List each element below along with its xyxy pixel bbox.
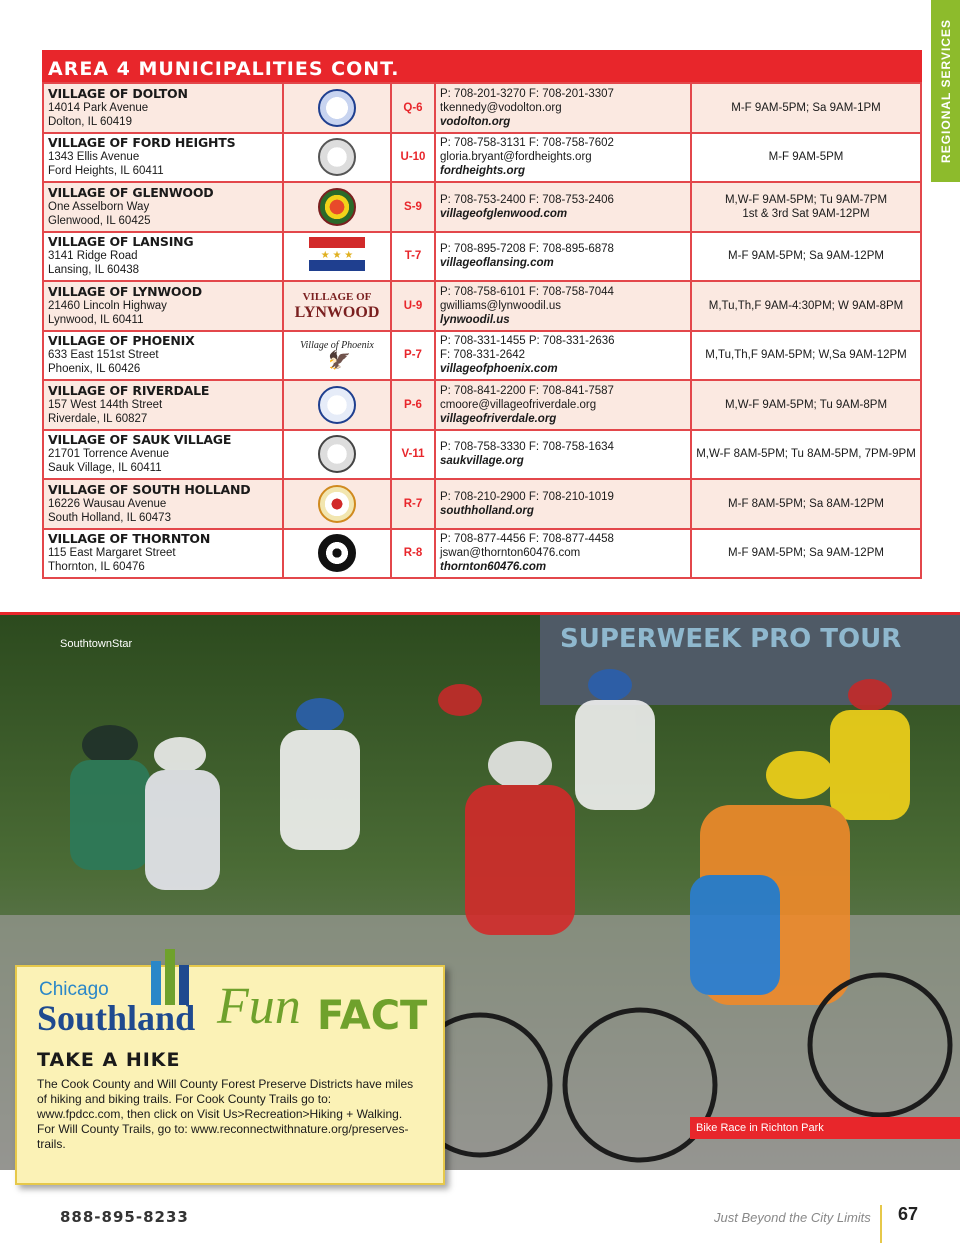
lynwood-logo-icon: VILLAGE OF LYNWOOD: [294, 291, 380, 322]
village-logo-cell: [283, 331, 391, 381]
contact-email[interactable]: cmoore@villageofriverdale.org: [440, 398, 597, 411]
village-logo-cell: [283, 479, 391, 529]
side-tab: [931, 0, 960, 182]
village-name: VILLAGE OF THORNTON: [48, 531, 211, 547]
contact-cell: [435, 331, 691, 381]
photo-credit: SouthtownStar: [60, 638, 133, 650]
contact-email[interactable]: gloria.bryant@fordheights.org: [440, 151, 592, 164]
hours-cell: [691, 529, 921, 579]
municipality-name-cell: [43, 479, 283, 529]
phone-fax: P: 708-877-4456 F: 708-877-4458: [440, 533, 614, 546]
office-hours: M-F 8AM-5PM; Sa 8AM-12PM: [728, 497, 884, 510]
village-website-link[interactable]: lynwoodil.us: [440, 313, 510, 326]
village-address: One Asselborn Way: [48, 200, 150, 213]
phone-fax: P: 708-753-2400 F: 708-753-2406: [440, 193, 614, 206]
riverdale-seal-icon: [318, 386, 356, 424]
village-address: 3141 Ridge Road: [48, 250, 138, 263]
village-logo-cell: [283, 232, 391, 282]
village-address: 633 East 151st Street: [48, 349, 159, 362]
municipality-row: [43, 281, 921, 331]
village-address: 157 West 144th Street: [48, 398, 163, 411]
hours-cell: [691, 133, 921, 183]
sauk-village-seal-icon: [318, 435, 356, 473]
village-name: VILLAGE OF LYNWOOD: [48, 283, 202, 299]
municipality-row: [43, 232, 921, 282]
office-hours: M,W-F 9AM-5PM; Tu 9AM-8PM: [724, 398, 888, 411]
hours-cell: [691, 331, 921, 381]
lansing-flag-icon: [309, 237, 365, 271]
map-grid-ref: Q-6: [391, 83, 435, 133]
office-hours: M-F 9AM-5PM; Sa 9AM-12PM: [728, 250, 884, 263]
village-city: Riverdale, IL 60827: [48, 412, 148, 425]
municipality-row: [43, 182, 921, 232]
village-website-link[interactable]: villageoflansing.com: [440, 257, 554, 270]
phone-fax: P: 708-841-2200 F: 708-841-7587: [440, 384, 614, 397]
office-hours: M,Tu,Th,F 9AM-5PM; W,Sa 9AM-12PM: [705, 349, 907, 362]
hours-cell: [691, 430, 921, 480]
municipality-row: [43, 380, 921, 430]
brand-southland: Southland: [37, 998, 196, 1038]
phone-fax: P: 708-201-3270 F: 708-201-3307: [440, 87, 614, 100]
office-hours: M,W-F 9AM-5PM; Tu 9AM-7PM: [724, 193, 888, 206]
village-website-link[interactable]: saukvillage.org: [440, 455, 524, 468]
village-website-link[interactable]: villageofglenwood.com: [440, 207, 568, 220]
village-address: 1343 Ellis Avenue: [48, 151, 140, 164]
contact-cell: [435, 133, 691, 183]
office-hours: M-F 9AM-5PM; Sa 9AM-12PM: [728, 547, 884, 560]
village-address: 16226 Wausau Avenue: [48, 497, 167, 510]
contact-cell: [435, 529, 691, 579]
village-city: Lansing, IL 60438: [48, 264, 140, 277]
contact-cell: [435, 281, 691, 331]
village-name: VILLAGE OF SOUTH HOLLAND: [48, 481, 251, 497]
fun-fact-box: [15, 965, 445, 1185]
village-website-link[interactable]: southholland.org: [440, 504, 534, 517]
village-logo-cell: [283, 182, 391, 232]
municipality-name-cell: [43, 430, 283, 480]
village-city: Phoenix, IL 60426: [48, 363, 141, 376]
municipality-name-cell: [43, 281, 283, 331]
municipality-name-cell: [43, 182, 283, 232]
map-grid-ref: P-6: [391, 380, 435, 430]
village-website-link[interactable]: fordheights.org: [440, 165, 525, 178]
village-city: Dolton, IL 60419: [48, 115, 132, 128]
municipality-name-cell: [43, 529, 283, 579]
municipality-name-cell: [43, 133, 283, 183]
phone-fax: P: 708-758-6101 F: 708-758-7044: [440, 285, 614, 298]
municipality-row: [43, 83, 921, 133]
photo-caption: Bike Race in Richton Park: [690, 1117, 960, 1139]
municipality-row: [43, 479, 921, 529]
contact-cell: [435, 182, 691, 232]
contact-email[interactable]: F: 708-331-2642: [440, 349, 526, 362]
section-header: [42, 50, 922, 82]
map-grid-ref: V-11: [391, 430, 435, 480]
municipality-name-cell: [43, 331, 283, 381]
village-address: 115 East Margaret Street: [48, 547, 176, 560]
contact-email[interactable]: jswan@thornton60476.com: [440, 547, 581, 560]
phone-fax: P: 708-331-1455 P: 708-331-2636: [440, 335, 615, 348]
fun-word: Fun: [217, 978, 301, 1035]
map-grid-ref: S-9: [391, 182, 435, 232]
office-hours: M,Tu,Th,F 9AM-4:30PM; W 9AM-8PM: [708, 299, 904, 312]
village-logo-cell: [283, 83, 391, 133]
village-logo-cell: [283, 430, 391, 480]
village-city: Glenwood, IL 60425: [48, 214, 151, 227]
village-logo-cell: [283, 133, 391, 183]
map-grid-ref: P-7: [391, 331, 435, 381]
section-title: AREA 4 MUNICIPALITIES CONT.: [48, 58, 400, 80]
map-grid-ref: R-8: [391, 529, 435, 579]
village-name: VILLAGE OF LANSING: [48, 234, 194, 250]
village-city: Ford Heights, IL 60411: [48, 165, 164, 178]
contact-cell: [435, 430, 691, 480]
village-address: 21701 Torrence Avenue: [48, 448, 170, 461]
footer-phone: 888-895-8233: [60, 1208, 189, 1226]
village-city: Thornton, IL 60476: [48, 561, 145, 574]
hours-cell: [691, 182, 921, 232]
municipality-name-cell: [43, 232, 283, 282]
village-city: Sauk Village, IL 60411: [48, 462, 162, 475]
village-logo-cell: [283, 380, 391, 430]
page-number: 67: [898, 1204, 919, 1224]
south-holland-seal-icon: [318, 485, 356, 523]
village-website-link[interactable]: villageofriverdale.org: [440, 412, 557, 425]
ford-heights-seal-icon: [318, 138, 356, 176]
contact-cell: [435, 232, 691, 282]
village-name: VILLAGE OF GLENWOOD: [48, 184, 214, 200]
village-website-link[interactable]: vodolton.org: [440, 115, 511, 128]
phone-fax: P: 708-895-7208 F: 708-895-6878: [440, 243, 614, 256]
phone-fax: P: 708-758-3131 F: 708-758-7602: [440, 137, 614, 150]
side-tab-label: REGIONAL SERVICES: [938, 19, 953, 163]
map-grid-ref: U-9: [391, 281, 435, 331]
fact-word: FACT: [317, 993, 428, 1039]
hours-cell: [691, 83, 921, 133]
municipalities-table: [42, 82, 922, 579]
village-name: VILLAGE OF SAUK VILLAGE: [48, 432, 232, 448]
village-name: VILLAGE OF DOLTON: [48, 85, 188, 101]
contact-email[interactable]: tkennedy@vodolton.org: [440, 101, 562, 114]
contact-cell: [435, 479, 691, 529]
municipality-row: [43, 133, 921, 183]
municipality-name-cell: [43, 83, 283, 133]
phone-fax: P: 708-758-3330 F: 708-758-1634: [440, 441, 614, 454]
municipality-name-cell: [43, 380, 283, 430]
contact-cell: [435, 83, 691, 133]
municipality-row: [43, 331, 921, 381]
village-city: Lynwood, IL 60411: [48, 313, 144, 326]
municipality-row: [43, 529, 921, 579]
municipality-row: [43, 430, 921, 480]
office-hours-extra: 1st & 3rd Sat 9AM-12PM: [742, 207, 870, 220]
dolton-seal-icon: [318, 89, 356, 127]
office-hours: M,W-F 8AM-5PM; Tu 8AM-5PM, 7PM-9PM: [696, 448, 916, 461]
village-address: 21460 Lincoln Highway: [48, 299, 167, 312]
office-hours: M-F 9AM-5PM; Sa 9AM-1PM: [731, 101, 881, 114]
phoenix-logo-icon: Village of Phoenix 🦅: [300, 340, 374, 371]
brand-chicago: Chicago: [39, 979, 109, 1000]
village-name: VILLAGE OF FORD HEIGHTS: [48, 135, 236, 151]
southland-skyline-icon: [145, 945, 195, 1005]
photo-banner-text: SUPERWEEK PRO TOUR: [560, 624, 902, 654]
footer-divider: [880, 1205, 882, 1243]
village-name: VILLAGE OF PHOENIX: [48, 333, 195, 349]
map-grid-ref: R-7: [391, 479, 435, 529]
village-logo-cell: [283, 281, 391, 331]
glenwood-seal-icon: [318, 188, 356, 226]
phone-fax: P: 708-210-2900 F: 708-210-1019: [440, 490, 614, 503]
svg-text:★ ★ ★: ★ ★ ★: [320, 250, 354, 262]
village-website-link[interactable]: villageofphoenix.com: [440, 363, 558, 376]
village-city: South Holland, IL 60473: [48, 511, 171, 524]
village-name: VILLAGE OF RIVERDALE: [48, 382, 210, 398]
hours-cell: [691, 380, 921, 430]
municipalities-section: [42, 50, 922, 600]
contact-cell: [435, 380, 691, 430]
fun-fact-heading: TAKE A HIKE: [37, 1049, 181, 1071]
map-grid-ref: T-7: [391, 232, 435, 282]
thornton-seal-icon: [318, 534, 356, 572]
village-address: 14014 Park Avenue: [48, 101, 149, 114]
hours-cell: [691, 479, 921, 529]
village-logo-cell: [283, 529, 391, 579]
village-website-link[interactable]: thornton60476.com: [440, 561, 547, 574]
hours-cell: [691, 281, 921, 331]
footer-tagline: Just Beyond the City Limits: [714, 1210, 871, 1225]
contact-email[interactable]: gwilliams@lynwoodil.us: [440, 299, 561, 312]
map-grid-ref: U-10: [391, 133, 435, 183]
office-hours: M-F 9AM-5PM: [768, 151, 844, 164]
fun-fact-body: The Cook County and Will County Forest Preserve Districts have miles of hiking and biking trails. For Cook County Trails go to: www.fpdcc.com, then click on Visit Us>Recreation>Hiking + Walking. For Will County Trails, go to: www.reconnectwithnature.org/preserves-trails.: [37, 1077, 414, 1151]
hours-cell: [691, 232, 921, 282]
